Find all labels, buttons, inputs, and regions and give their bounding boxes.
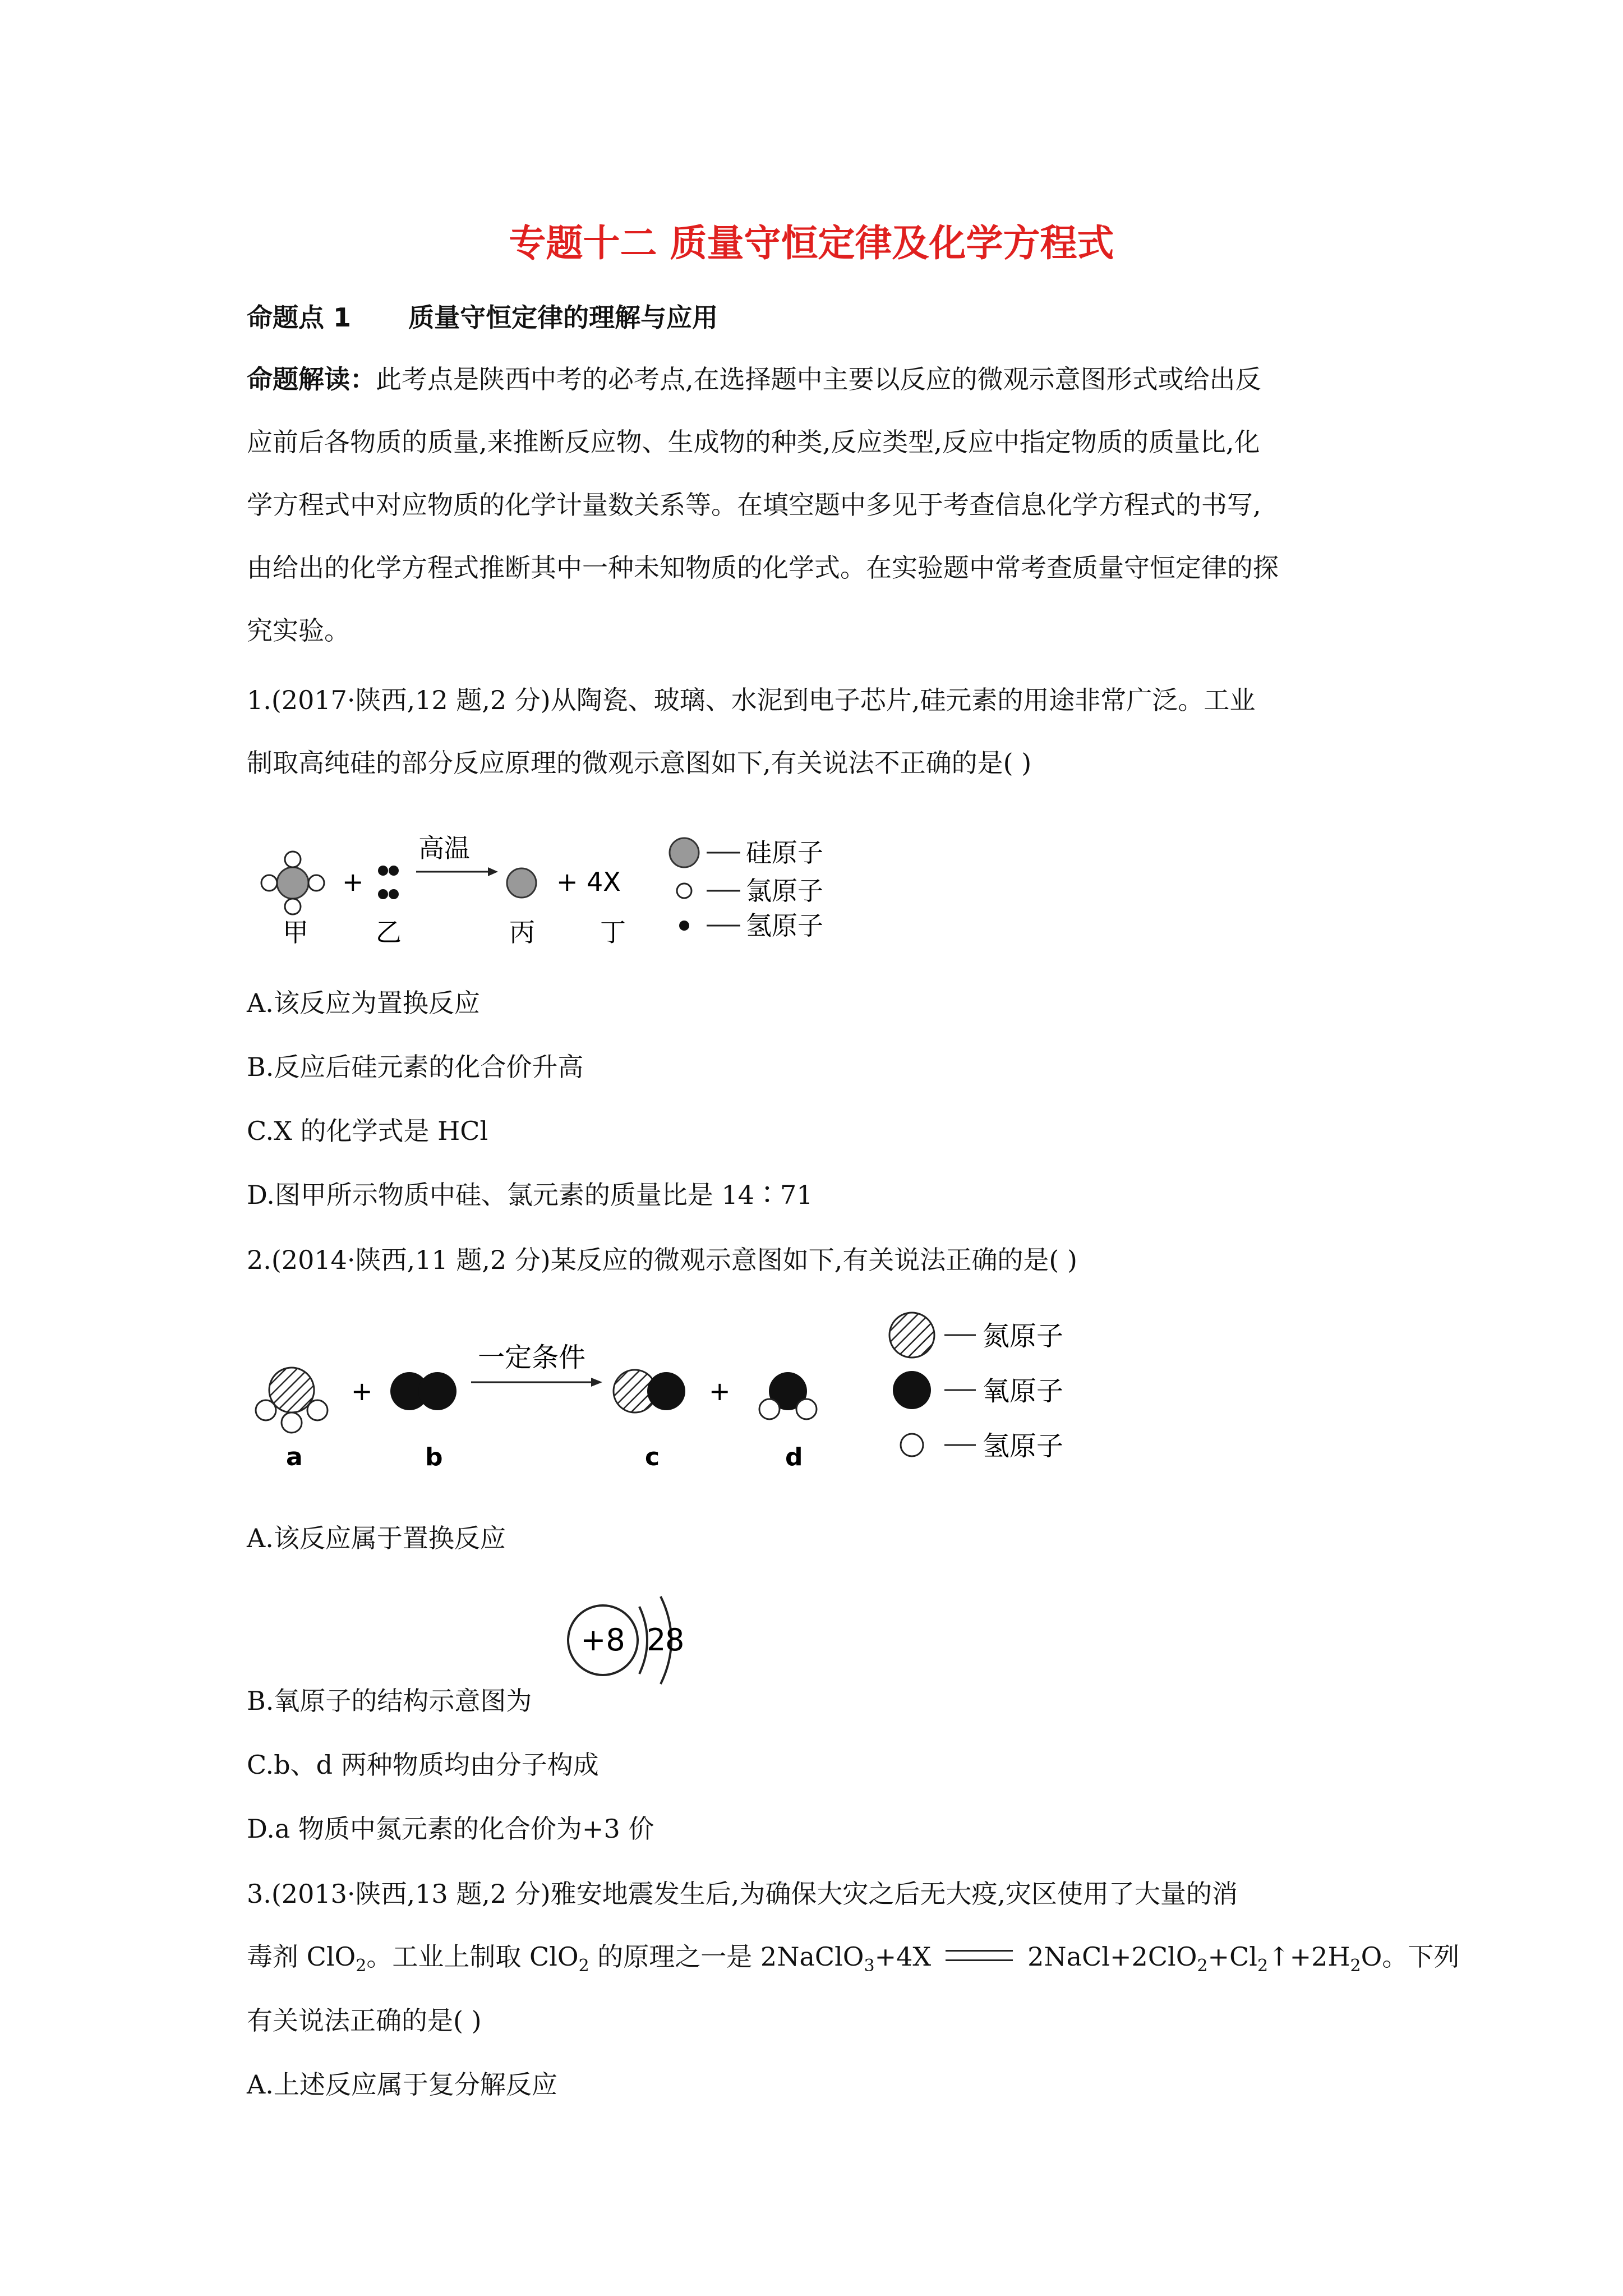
q1-option-b: B.反应后硅元素的化合价升高 [247, 1052, 584, 1082]
q1-option-a: A.该反应为置换反应 [247, 988, 480, 1018]
q1-label-ding: 丁 [600, 917, 626, 947]
q3-sub-5: 2 [1257, 1956, 1269, 1976]
q3-stem-1: 3.(2013·陕西,13 题,2 分)雅安地震发生后,为确保大灾之后无大疫,灾区使用了大量的消 [247, 1879, 1238, 1909]
intro-line-4: 由给出的化学方程式推断其中一种未知物质的化学式。在实验题中常考查质量守恒定律的探 [247, 553, 1279, 583]
q1-plus-2: + [556, 867, 578, 897]
q1-molecule-yi [378, 866, 399, 899]
q3-sub-4: 2 [1197, 1956, 1208, 1976]
intro-line-5: 究实验。 [247, 615, 350, 646]
q1-reaction-arrow [416, 867, 498, 876]
q2-option-c: C.b、d 两种物质均由分子构成 [247, 1750, 599, 1780]
q1-label-yi: 乙 [376, 917, 402, 947]
q1-option-c: C.X 的化学式是 HCl [247, 1116, 488, 1146]
page-title: 专题十二 质量守恒定律及化学方程式 [509, 222, 1114, 265]
q1-stem-1: 1.(2017·陕西,12 题,2 分)从陶瓷、玻璃、水泥到电子芯片,硅元素的用途非常广泛。工业 [247, 685, 1256, 715]
q3-stem-3: 有关说法正确的是( ) [247, 2005, 482, 2036]
nucleus-charge: +8 [580, 1622, 625, 1658]
shell-2-electrons: 8 [665, 1622, 685, 1658]
q3-text-a: 毒剂 ClO [247, 1941, 356, 1972]
q3-text-f: +Cl [1207, 1941, 1257, 1972]
q2-option-d: D.a 物质中氮元素的化合价为+3 价 [247, 1814, 654, 1844]
intro-line-2: 应前后各物质的质量,来推断反应物、生成物的种类,反应类型,反应中指定物质的质量比,化 [247, 427, 1260, 457]
q1-legend-cl: 氯原子 [746, 876, 823, 906]
intro-line-1 [247, 359, 1261, 396]
intro-line-3: 学方程式中对应物质的化学计量数关系等。在填空题中多见于考查信息化学方程式的书写, [247, 490, 1261, 520]
q2-legend [889, 1313, 1063, 1462]
q2-plus-1: + [351, 1376, 373, 1406]
q3-sub-6: 2 [1350, 1956, 1361, 1976]
q2-legend-n: 氮原子 [983, 1320, 1064, 1352]
q1-stem-2: 制取高纯硅的部分反应原理的微观示意图如下,有关说法不正确的是( ) [247, 748, 1032, 778]
q2-label-c: c [645, 1443, 660, 1471]
q1-plus-1: + [342, 867, 364, 897]
q1-option-d: D.图甲所示物质中硅、氯元素的质量比是 14∶71 [247, 1180, 813, 1210]
q2-reaction-diagram [247, 1307, 1122, 1487]
q2-reaction-arrow [471, 1378, 602, 1387]
q3-stem-2 [247, 1936, 1459, 1976]
q2-arrow-label: 一定条件 [478, 1342, 586, 1373]
section-heading [247, 297, 718, 334]
q3-text-e: 2NaCl+2ClO [1027, 1941, 1197, 1972]
q3-sub-2: 2 [578, 1956, 589, 1976]
shell-1-electrons: 2 [647, 1622, 666, 1658]
q2-molecule-a [256, 1368, 328, 1433]
q2-molecule-b [390, 1372, 457, 1410]
q1-arrow-label: 高温 [418, 833, 470, 863]
q2-legend-o: 氧原子 [983, 1375, 1064, 1407]
q2-option-a: A.该反应属于置换反应 [247, 1523, 506, 1553]
q3-text-b: 。工业上制取 ClO [366, 1941, 579, 1972]
q2-molecule-c [614, 1370, 685, 1412]
q2-molecule-d [759, 1372, 817, 1419]
equals-sign [946, 1950, 1013, 1961]
q1-legend-h: 氢原子 [746, 910, 823, 941]
q1-legend-si: 硅原子 [746, 838, 823, 868]
q1-molecule-bing [507, 868, 536, 898]
q3-text-g: ↑+2H [1268, 1941, 1350, 1972]
q3-text-d: +4X [874, 1941, 932, 1972]
q2-legend-h: 氢原子 [983, 1430, 1064, 1462]
q2-label-b: b [425, 1443, 443, 1471]
q1-label-jia: 甲 [283, 917, 308, 947]
section-name: 质量守恒定律的理解与应用 [408, 302, 718, 333]
q1-product-4x: 4X [587, 867, 621, 897]
q3-sub-1: 2 [356, 1956, 367, 1976]
intro-text-1: 此考点是陕西中考的必考点,在选择题中主要以反应的微观示意图形式或给出反 [376, 364, 1261, 394]
q1-molecule-jia [261, 852, 324, 914]
section-label: 命题点 1 [247, 302, 352, 333]
q1-label-bing: 丙 [509, 917, 535, 947]
q1-legend [670, 838, 823, 941]
oxygen-atom-structure-diagram [555, 1582, 701, 1700]
q3-text-h: O。下列 [1361, 1941, 1460, 1972]
q3-text-c: 的原理之一是 2NaClO [589, 1941, 864, 1972]
q2-option-b: B.氧原子的结构示意图为 [247, 1686, 532, 1716]
q1-reaction-diagram [247, 825, 920, 959]
intro-label: 命题解读： [247, 364, 376, 394]
q3-sub-3: 3 [864, 1956, 875, 1976]
q3-option-a: A.上述反应属于复分解反应 [247, 2069, 557, 2100]
q2-stem: 2.(2014·陕西,11 题,2 分)某反应的微观示意图如下,有关说法正确的是( ) [247, 1245, 1077, 1275]
q2-label-a: a [286, 1443, 303, 1471]
q2-plus-2: + [709, 1376, 731, 1406]
q2-label-d: d [785, 1443, 803, 1471]
